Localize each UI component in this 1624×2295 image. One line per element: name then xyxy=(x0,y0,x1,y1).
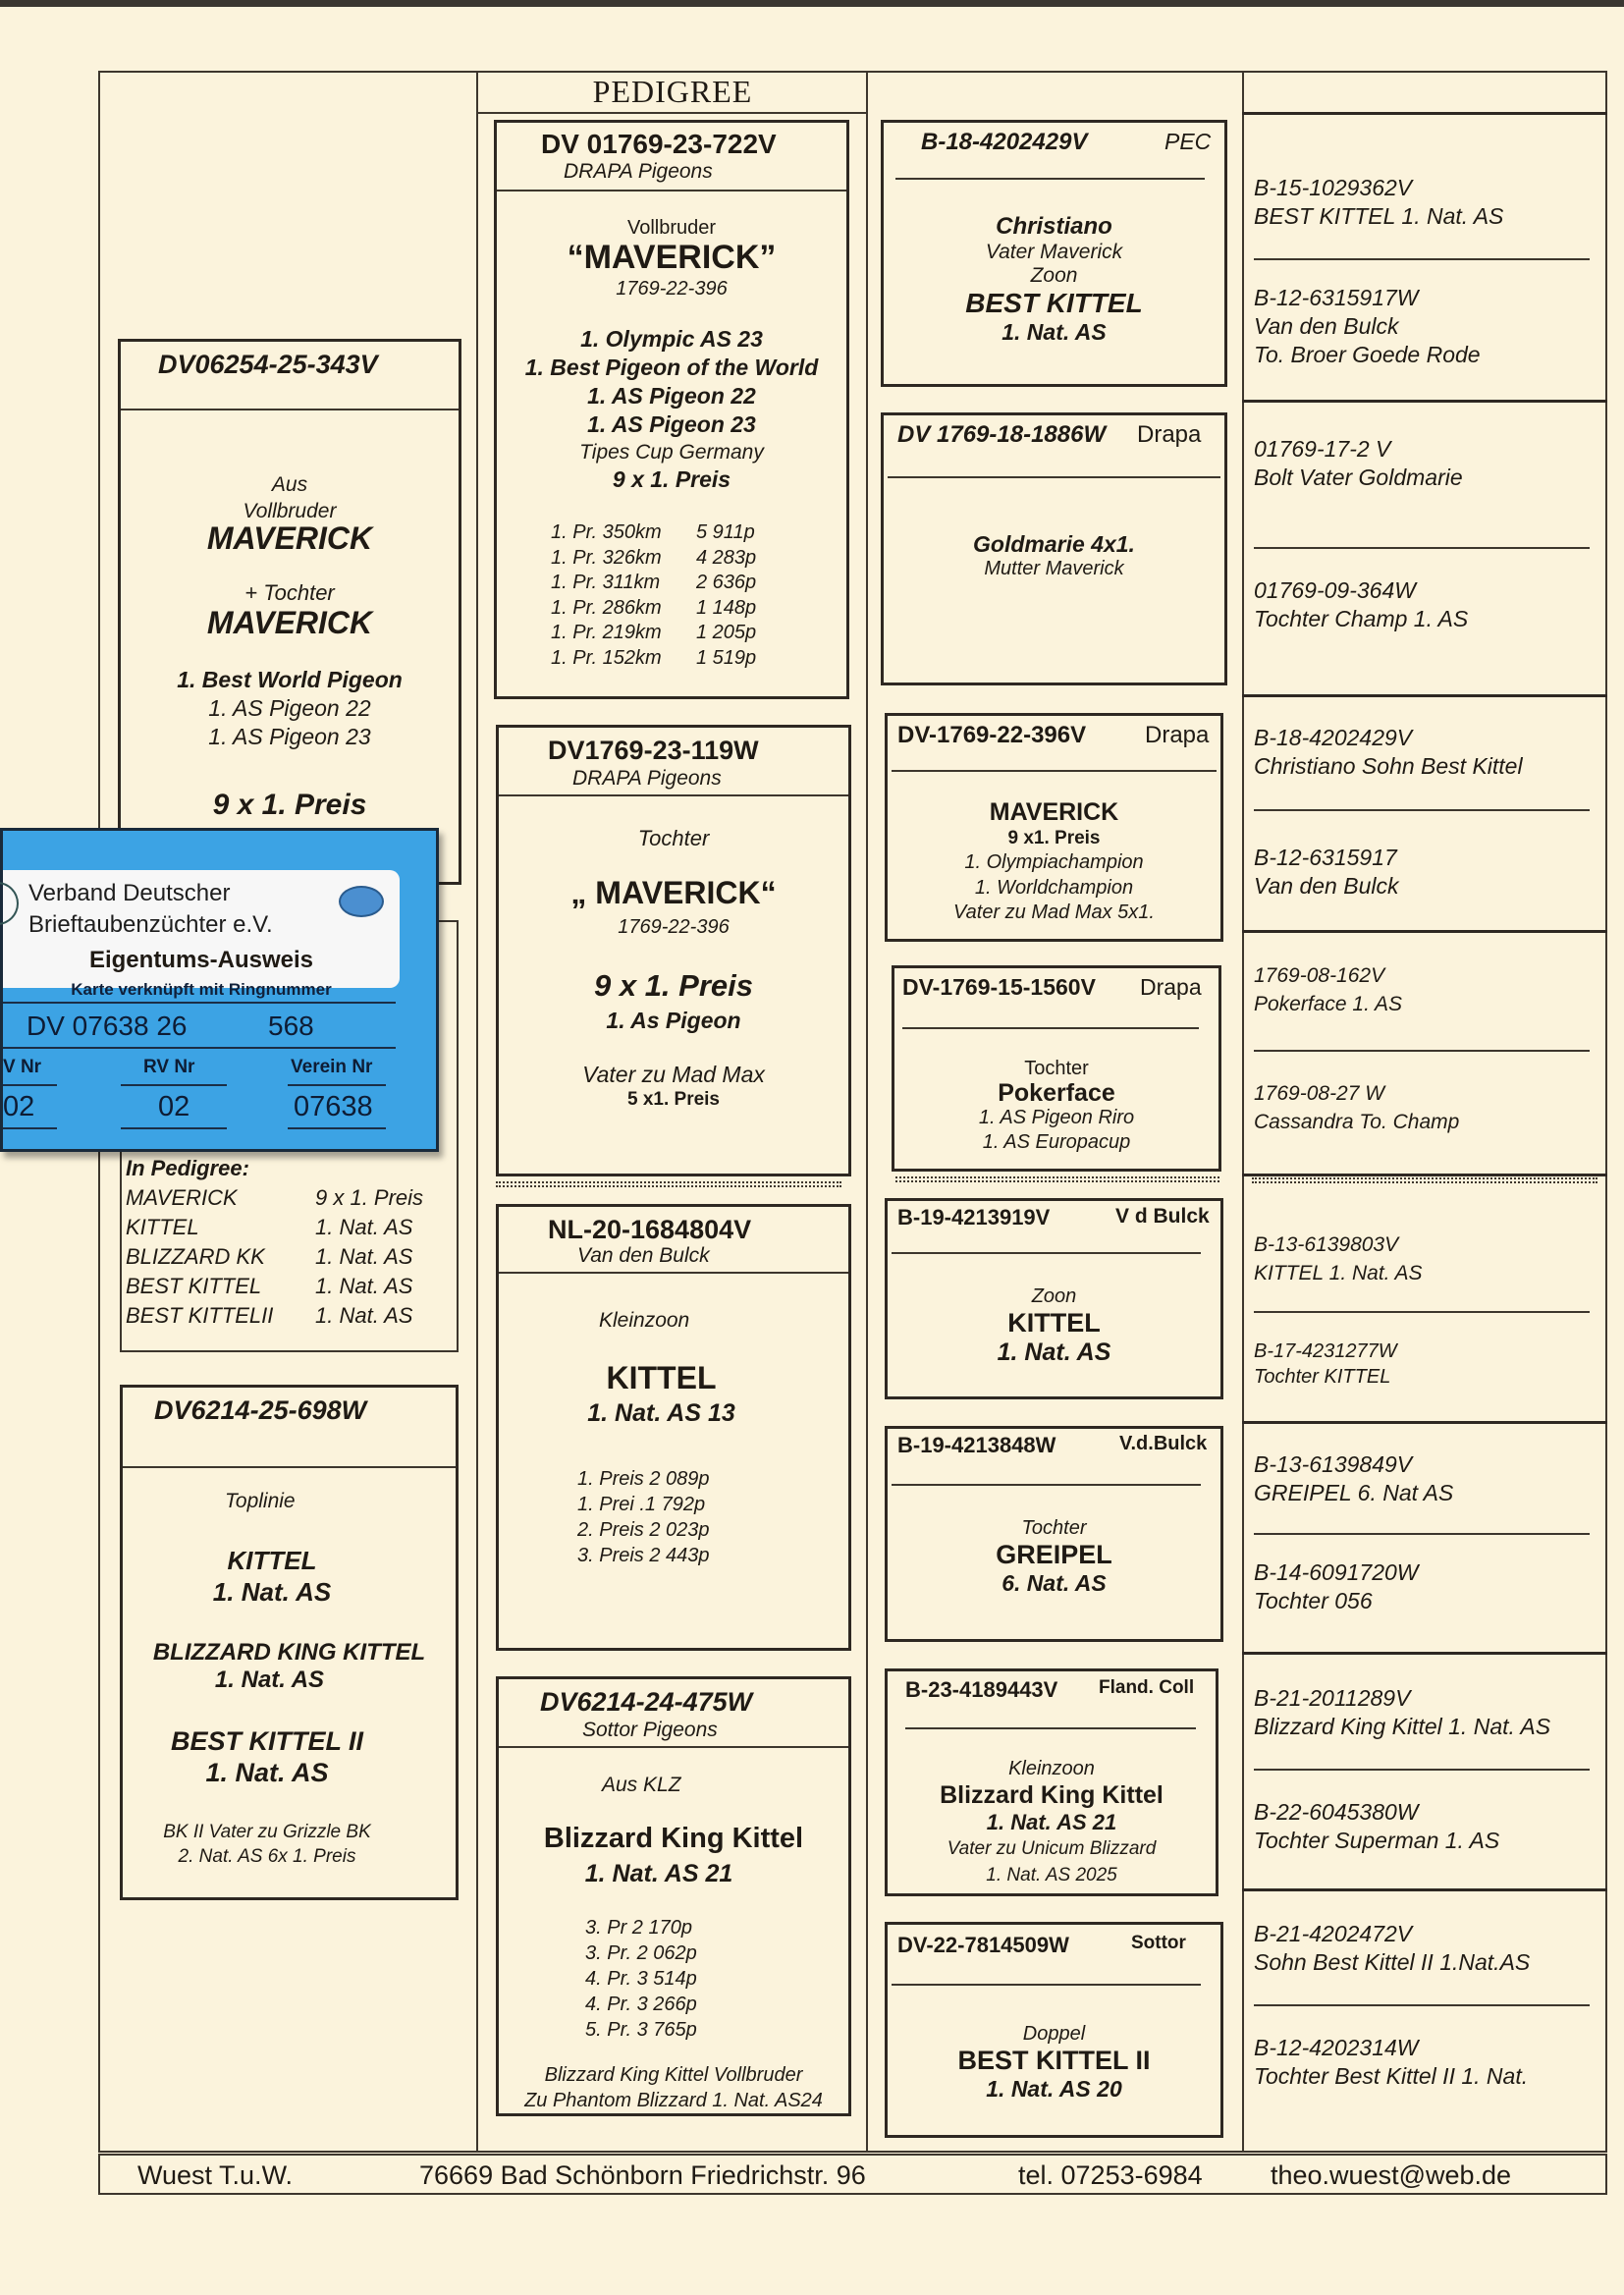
ancestor-pair-3: B-18-4202429V Christiano Sohn Best Kittel xyxy=(1254,725,1523,779)
gp-box-8 xyxy=(885,1922,1223,2138)
gp-5-tag: V d Bulck xyxy=(1115,1205,1210,1228)
parent-2-vater: Vater zu Mad Max xyxy=(582,1062,765,1087)
card-subtitle: Karte verknüpft mit Ringnummer xyxy=(71,980,332,999)
parent-box-1 xyxy=(494,120,849,699)
gp-3-tag: Drapa xyxy=(1145,722,1210,748)
sire-name-2: MAVERICK xyxy=(206,605,373,640)
ancestor-pair-3b: B-12-6315917 Van den Bulck xyxy=(1254,845,1399,899)
gp-6-ring: B-19-4213848W xyxy=(897,1433,1056,1457)
ancestor-pair-6b: B-14-6091720W Tochter 056 xyxy=(1254,1559,1419,1613)
gp-box-6 xyxy=(885,1426,1223,1642)
dam-box xyxy=(120,1385,459,1900)
parent-1-results: 1. Pr. 350km 5 911p 1. Pr. 326km 4 283p 1. Pr. 311km 2 636p 1. Pr. 286km 1 148p 1. Pr. 219km 1 205p 1. Pr. 152km 1 519p xyxy=(551,521,757,669)
gp-8-ring: DV-22-7814509W xyxy=(897,1933,1069,1957)
footer xyxy=(98,2154,1607,2195)
parent-3-ach: 1. Nat. AS 13 xyxy=(587,1399,735,1427)
parent-4-pre: Aus KLZ xyxy=(602,1774,681,1796)
ancestor-pair-8b: B-12-4202314W Tochter Best Kittel II 1. Nat. xyxy=(1254,2035,1529,2089)
ancestor-pair-2b: 01769-09-364W Tochter Champ 1. AS xyxy=(1254,577,1469,631)
gp-7-ring: B-23-4189443V xyxy=(905,1677,1058,1702)
parent-2-ach: 1. As Pigeon xyxy=(606,1008,741,1033)
card-org-1: Verband Deutscher xyxy=(28,880,231,906)
parent-1-ring: DV 01769-23-722V xyxy=(541,129,777,159)
parent-4-note: Blizzard King Kittel Vollbruder Zu Phantom Blizzard 1. Nat. AS24 xyxy=(524,2064,823,2111)
gp-5-body: Zoon KITTEL 1. Nat. AS xyxy=(997,1285,1111,1366)
gp-4-tag: Drapa xyxy=(1140,974,1202,1000)
sire-name-1: MAVERICK xyxy=(206,520,373,556)
gp-5-ring: B-19-4213919V xyxy=(897,1205,1051,1229)
parent-2-preis: 9 x 1. Preis xyxy=(593,968,753,1003)
ancestor-column xyxy=(1242,112,1607,2153)
sire-plus: + Tochter xyxy=(244,580,335,605)
footer-phone: tel. 07253-6984 xyxy=(1018,2160,1203,2190)
parent-1-achievements: 1. Olympic AS 23 1. Best Pigeon of the World 1. AS Pigeon 22 1. AS Pigeon 23 xyxy=(524,326,819,437)
ancestor-pair-4: 1769-08-162V Pokerface 1. AS xyxy=(1254,964,1402,1015)
dam-note: BK II Vater zu Grizzle BK 2. Nat. AS 6x 1. Preis xyxy=(163,1822,371,1867)
gp-box-1 xyxy=(881,120,1227,387)
logo-icon xyxy=(339,886,384,917)
page-title: PEDIGREE xyxy=(592,74,753,109)
dotted-divider xyxy=(496,1181,841,1187)
gp-1-body: Christiano Vater Maverick Zoon BEST KITTEL 1. Nat. AS xyxy=(965,213,1143,345)
card-ring-b: 568 xyxy=(268,1011,314,1041)
seal-icon xyxy=(0,882,19,925)
gp-1-tag: PEC xyxy=(1164,129,1212,154)
gp-4-ring: DV-1769-15-1560V xyxy=(902,974,1096,1000)
parent-2-pre: Tochter xyxy=(637,826,710,850)
parent-3-breeder: Van den Bulck xyxy=(577,1244,710,1267)
sire-preis: 9 x 1. Preis xyxy=(212,789,367,821)
sire-ring: DV06254-25-343V xyxy=(158,350,378,379)
parent-4-ring: DV6214-24-475W xyxy=(540,1687,753,1717)
dam-line-1: KITTEL 1. Nat. AS xyxy=(212,1546,332,1607)
parent-1-preis: 9 x 1. Preis xyxy=(612,466,731,492)
gp-2-tag: Drapa xyxy=(1137,421,1202,448)
ancestor-pair-1b: B-12-6315917W Van den Bulck To. Broer Goede Rode xyxy=(1254,285,1481,367)
ancestor-pair-6: B-13-6139849V GREIPEL 6. Nat AS xyxy=(1254,1451,1454,1505)
gp-6-tag: V.d.Bulck xyxy=(1119,1433,1208,1454)
gp-7-tag: Fland. Coll xyxy=(1099,1677,1195,1698)
parent-box-4 xyxy=(496,1676,851,2116)
card-label-v: V Nr xyxy=(3,1057,42,1077)
footer-name: Wuest T.u.W. xyxy=(137,2160,294,2190)
gp-box-5 xyxy=(885,1198,1223,1399)
gp-7-body: Kleinzoon Blizzard King Kittel 1. Nat. AS 21 Vater zu Unicum Blizzard 1. Nat. AS 2025 xyxy=(940,1758,1164,1885)
card-value-verein: 07638 xyxy=(294,1091,373,1122)
dam-line-2: BLIZZARD KING KITTEL 1. Nat. AS xyxy=(152,1639,426,1693)
gp-2-body: Goldmarie 4x1. Mutter Maverick xyxy=(973,531,1135,579)
card-value-rv: 02 xyxy=(158,1091,190,1122)
parent-3-name: KITTEL xyxy=(606,1360,717,1395)
footer-address: 76669 Bad Schönborn Friedrichstr. 96 xyxy=(419,2160,866,2190)
parent-3-ring: NL-20-1684804V xyxy=(548,1215,752,1244)
gp-6-body: Tochter GREIPEL 6. Nat. AS xyxy=(996,1517,1112,1596)
parent-box-3 xyxy=(496,1204,851,1651)
parent-2-breeder: DRAPA Pigeons xyxy=(572,767,722,790)
parent-2-ring: DV1769-23-119W xyxy=(548,736,759,765)
gp-box-7 xyxy=(885,1668,1218,1896)
parent-box-2 xyxy=(496,725,851,1176)
card-title: Eigentums-Ausweis xyxy=(88,947,314,973)
parent-4-name: Blizzard King Kittel xyxy=(543,1823,804,1854)
footer-email[interactable]: theo.wuest@web.de xyxy=(1271,2160,1512,2190)
card-label-verein: Verein Nr xyxy=(291,1057,373,1077)
card-label-rv: RV Nr xyxy=(143,1057,195,1077)
gp-8-body: Doppel BEST KITTEL II 1. Nat. AS 20 xyxy=(957,2023,1151,2102)
title-underline xyxy=(476,112,867,114)
parent-1-code: 1769-22-396 xyxy=(616,278,728,300)
gp-2-ring: DV 1769-18-1886W xyxy=(897,421,1107,448)
gp-box-2 xyxy=(881,412,1227,685)
ancestor-pair-5: B-13-6139803V KITTEL 1. Nat. AS xyxy=(1254,1233,1423,1284)
gp-3-ring: DV-1769-22-396V xyxy=(897,722,1087,748)
card-header xyxy=(3,870,400,988)
top-edge xyxy=(0,0,1624,7)
gp-3-body: MAVERICK 9 x1. Preis 1. Olympiachampion 1. Worldchampion Vater zu Mad Max 5x1. xyxy=(953,798,1155,923)
ancestor-pair-8: B-21-4202472V Sohn Best Kittel II 1.Nat.AS xyxy=(1254,1921,1531,1975)
ownership-card xyxy=(0,828,439,1152)
ancestor-pair-4b: 1769-08-27 W Cassandra To. Champ xyxy=(1254,1082,1460,1133)
gp-box-4 xyxy=(892,965,1221,1172)
parent-1-name: “MAVERICK” xyxy=(567,239,777,276)
ancestor-pair-1: B-15-1029362V BEST KITTEL 1. Nat. AS xyxy=(1254,175,1504,229)
dam-topline: Toplinie xyxy=(225,1490,296,1512)
parent-4-results: 3. Pr 2 170p 3. Pr. 2 062p 4. Pr. 3 514p 4. Pr. 3 266p 5. Pr. 3 765p xyxy=(585,1917,697,2041)
ancestor-pair-5b: B-17-4231277W Tochter KITTEL xyxy=(1254,1340,1397,1388)
parent-3-results: 1. Preis 2 089p 1. Prei .1 792p 2. Preis 2 023p 3. Preis 2 443p xyxy=(577,1468,710,1566)
parent-1-pre: Vollbruder xyxy=(626,217,717,239)
sire-box xyxy=(118,339,461,885)
parent-2-vater-preis: 5 x1. Preis xyxy=(626,1089,721,1110)
gp-1-ring: B-18-4202429V xyxy=(921,129,1088,155)
in-pedigree-list: In Pedigree: MAVERICK 9 x 1. Preis KITTEL 1. Nat. AS BLIZZARD KK 1. Nat. AS BEST KITTEL 1. Nat. AS BEST KITTELII 1. Nat. AS xyxy=(126,1156,424,1328)
gp-8-tag: Sottor xyxy=(1131,1933,1186,1953)
column-divider xyxy=(866,71,868,2153)
parent-2-code: 1769-22-396 xyxy=(618,916,730,938)
gp-box-3 xyxy=(885,713,1223,942)
gp-4-body: Tochter Pokerface 1. AS Pigeon Riro 1. AS Europacup xyxy=(978,1058,1135,1153)
dam-line-3: BEST KITTEL II 1. Nat. AS xyxy=(170,1726,363,1787)
ancestor-pair-2: 01769-17-2 V Bolt Vater Goldmarie xyxy=(1254,436,1463,490)
card-ring-a: DV 07638 26 xyxy=(27,1011,188,1041)
parent-3-pre: Kleinzoon xyxy=(599,1309,690,1332)
parent-4-breeder: Sottor Pigeons xyxy=(582,1719,718,1741)
parent-1-breeder: DRAPA Pigeons xyxy=(564,160,713,183)
dam-ring: DV6214-25-698W xyxy=(154,1395,367,1425)
column-divider xyxy=(476,71,478,2153)
parent-1-cup: Tipes Cup Germany xyxy=(579,441,764,464)
ancestor-pair-7b: B-22-6045380W Tochter Superman 1. AS xyxy=(1254,1799,1500,1853)
parent-4-ach: 1. Nat. AS 21 xyxy=(584,1860,733,1887)
sire-achievements: 1. Best World Pigeon 1. AS Pigeon 22 1. AS Pigeon 23 xyxy=(177,667,403,749)
ancestor-pair-7: B-21-2011289V Blizzard King Kittel 1. Nat. AS xyxy=(1254,1685,1551,1739)
card-value-v: 02 xyxy=(3,1091,35,1122)
parent-2-name: „ MAVERICK“ xyxy=(570,875,777,910)
card-org-2: Brieftaubenzüchter e.V. xyxy=(28,911,273,938)
dotted-divider xyxy=(895,1176,1219,1182)
sire-intro: Aus Vollbruder xyxy=(243,473,337,522)
